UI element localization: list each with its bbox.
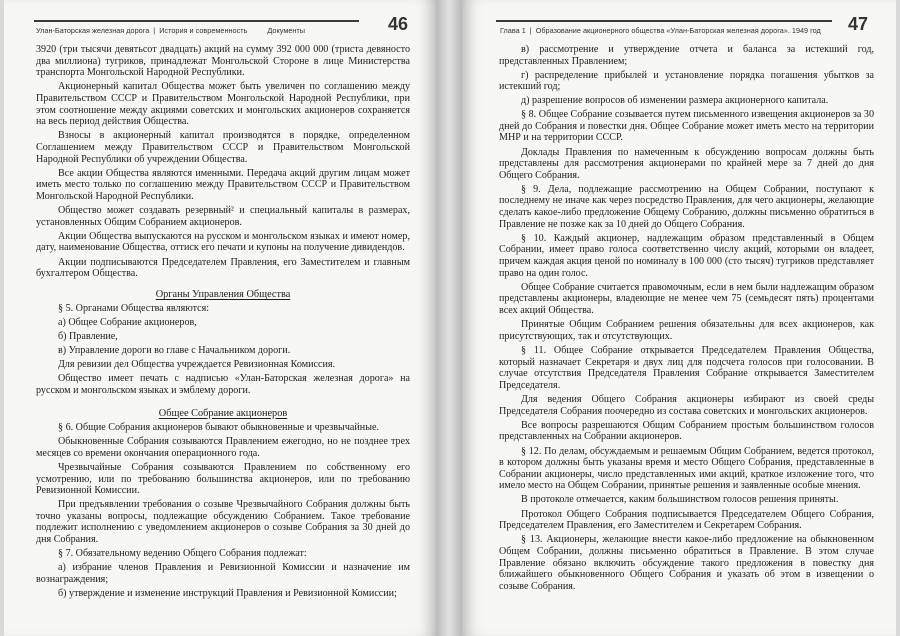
- paragraph: Чрезвычайные Собрания созываются Правлением по собственному его усмотрению, или по требованию большинства акционеров, или по требованию Ревизионной Комиссии.: [36, 461, 410, 497]
- paragraph: Протокол Общего Собрания подписывается Председателем Общего Собрания, Председателем Правления, его Заместителем и Секретарем Собрания.: [499, 508, 874, 532]
- paragraph: в) Управление дороги во главе с Начальником дороги.: [58, 345, 291, 357]
- book-gutter: [436, 0, 462, 636]
- running-head: [500, 26, 821, 35]
- paragraph: б) утверждение и изменение инструкций Правления и Ревизионной Комиссии;: [58, 587, 397, 599]
- paragraph: Все акции Общества являются именными. Передача акций другим лицам может иметь место только по соглашению между Правительством СССР и Правительством Монгольской Народной Республики.: [36, 167, 410, 202]
- paragraph: Акционерный капитал Общества может быть увеличен по соглашению между Правительством СССР и Правительством Монгольской Народной Республики, при этом соотношение между акциями советских и монгольских акционеров сохраняется на весь период действия Общества.: [36, 81, 410, 128]
- paragraph: § 13. Акционеры, желающие внести какое-либо предложение на обыкновенном Общем Собрании, должны письменно обратиться в Правление. В этом случае Правление обязано включить обсуждение такого предложения в повестку дня ближайшего обыкновенного Общего Собрания и указать об этом в извещении о созыве Собрания.: [499, 534, 874, 592]
- paragraph: а) избрание членов Правления и Ревизионной Комиссии и назначение им вознаграждения;: [36, 562, 410, 585]
- page-body: [36, 44, 410, 602]
- page-number: 47: [848, 14, 869, 34]
- paragraph: в) рассмотрение и утверждение отчета и баланса за истекший год, представленных Правлением;: [499, 44, 874, 67]
- running-head-docs: Документы: [267, 26, 306, 35]
- paragraph: Взносы в акционерный капитал производятся в порядке, определенном Соглашением между Правительством СССР и Правительством Монгольской Народной Республики об учреждении Общества.: [36, 130, 410, 165]
- paragraph: д) разрешение вопросов об изменении размера акционерного капитала.: [521, 95, 829, 107]
- paragraph: Общество имеет печать с надписью «Улан-Баторская железная дорога» на русском и монгольском языках и эмблему дороги.: [36, 373, 410, 396]
- left-page: [4, 0, 436, 636]
- paragraph: 3920 (три тысячи девятьсот двадцать) акций на сумму 392 000 000 (триста девяносто два миллиона) тугриков, принадлежат Монгольской Стороне в лице Министерства транспорта Монгольской Народной Республики.: [36, 44, 410, 79]
- paragraph: Общество может создавать резервный² и специальный капиталы в размерах, установленных Общим Собранием акционеров.: [36, 205, 410, 228]
- paragraph: § 9. Дела, подлежащие рассмотрению на Общем Собрании, поступают к последнему не иначе как через посредство Правления, для чего акционеры, желающие сделать какое-либо предложение Общему Собранию, должны письменно обратиться в Правление не позже как за 10 дней до Общего Собрания.: [499, 183, 874, 230]
- section-heading: Органы Управления Общества: [155, 288, 291, 300]
- paragraph: Обыкновенные Собрания созываются Правлением ежегодно, но не позднее трех месяцев со времени окончания операционного года.: [36, 436, 410, 459]
- running-head-section: История и современность: [159, 26, 248, 35]
- paragraph: § 5. Органами Общества являются:: [58, 303, 210, 315]
- paragraph: а) Общее Собрание акционеров,: [58, 317, 197, 329]
- header-rule: [496, 20, 832, 22]
- paragraph: § 10. Каждый акционер, надлежащим образом представленный в Общем Собрании, имеет право голоса соответственно числу акций, которыми он владеет, причем каждая акция ценой по номиналу в 100 000 (сто тысяч) тугриков представляет право на один голос.: [499, 232, 874, 279]
- paragraph: § 11. Общее Собрание открывается Председателем Правления Общества, который назначает Секретаря и двух лиц для подсчета голосов при голосовании. В случае отсутствия Председателя Правления Собрание открывается Заместителем Председателя.: [499, 344, 874, 391]
- running-head-title: Образование акционерного общества «Улан-Баторская железная дорога». 1949 год: [535, 26, 821, 35]
- paragraph-group: [499, 44, 874, 592]
- paragraph: б) Правление,: [58, 331, 118, 343]
- paragraph-group: [36, 44, 410, 280]
- paragraph: Акции Общества выпускаются на русском и монгольском языках и имеют номер, дату, наименование Общества, оттиск его печати и купоны на получение дивидендов.: [36, 230, 410, 254]
- running-head-chapter: Глава 1: [500, 26, 526, 35]
- page-number: 46: [388, 14, 409, 34]
- running-head-book: Улан-Баторская железная дорога: [36, 26, 150, 35]
- paragraph: г) распределение прибылей и установление порядка погашения убытков за истекший год;: [499, 69, 874, 93]
- paragraph: Акции подписываются Председателем Правления, его Заместителем и главным бухгалтером Общества.: [36, 256, 410, 280]
- running-head-separator: |: [153, 26, 156, 35]
- paragraph: § 8. Общее Собрание созывается путем письменного извещения акционеров за 30 дней до Собрания и повестки дня. Общее Собрание может иметь место на территории МНР и на территории СССР.: [499, 109, 874, 144]
- paragraph: § 7. Обязательному ведению Общего Собрания подлежат:: [58, 548, 307, 560]
- paragraph: § 12. По делам, обсуждаемым и решаемым Общим Собранием, ведется протокол, в котором должны быть указаны время и место Общего Собрания, представленные в Собрании акционеры, число представленных ими акций, краткое изложение того, что имело место на Общем Собрании, принятые решения и заявленные особые мнения.: [499, 445, 874, 492]
- header-rule: [34, 20, 359, 22]
- paragraph: Для ведения Общего Собрания акционеры избирают из своей среды Председателя Собрания поочередно из состава советских и монгольских акционеров.: [499, 393, 874, 417]
- right-page: [462, 0, 896, 636]
- paragraph-group: [36, 303, 410, 396]
- paragraph: При предъявлении требования о созыве Чрезвычайного Собрания должны быть точно указаны вопросы, подлежащие обсуждению Собранием. Такое требование подлежит исполнению с уведомлением акционеров о созыве Собрания за 30 дней до дня Собрания.: [36, 499, 410, 546]
- paragraph: Принятые Общим Собранием решения обязательны для всех акционеров, как присутствующих, так и отсутствующих.: [499, 319, 874, 342]
- page-body: [499, 44, 874, 595]
- paragraph: § 6. Общие Собрания акционеров бывают обыкновенные и чрезвычайные.: [58, 422, 379, 434]
- paragraph: Общее Собрание считается правомочным, если в нем были надлежащим образом представлены акционеры, владеющие не менее чем 75 (семьдесят пять) процентами всех акций Общества.: [499, 281, 874, 317]
- paragraph: Для ревизии дел Общества учреждается Ревизионная Комиссия.: [58, 359, 336, 371]
- paragraph: Доклады Правления по намеченным к обсуждению вопросам должны быть представлены для рассмотрения акционерами по крайней мере за 7 дней до дня Общего Собрания.: [499, 146, 874, 181]
- running-head-separator: |: [529, 26, 532, 35]
- paragraph: Все вопросы разрешаются Общим Собранием простым большинством голосов представленных на Собрании акционеров.: [499, 419, 874, 443]
- section-heading: Общее Собрание акционеров: [158, 407, 288, 419]
- paragraph-group: [36, 422, 410, 599]
- running-head: [36, 26, 305, 35]
- paragraph: В протоколе отмечается, каким большинством голосов решения приняты.: [521, 494, 839, 506]
